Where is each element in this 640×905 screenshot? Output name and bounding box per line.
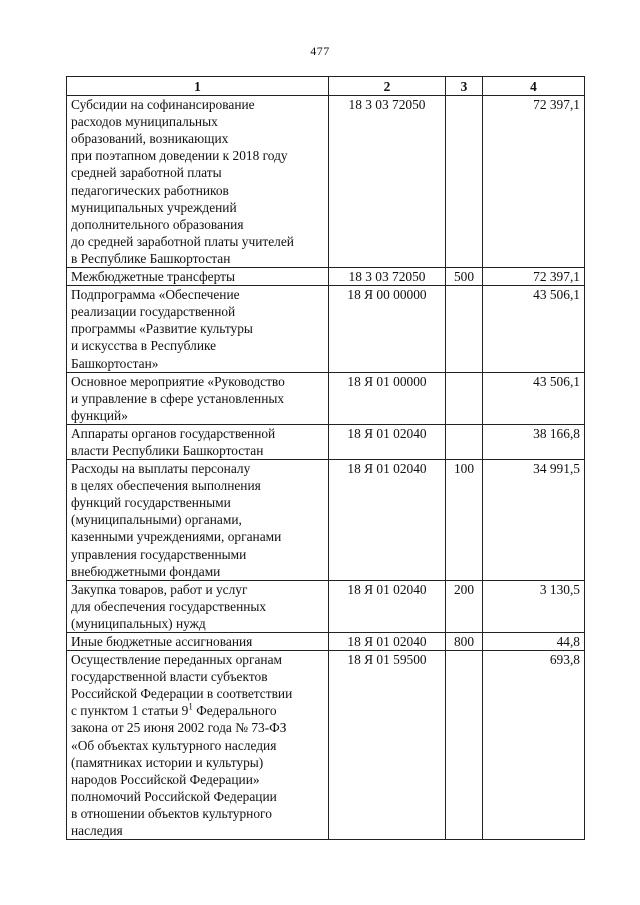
row-amount: 693,8 (483, 651, 585, 840)
row-target-code: 18 3 03 72050 (329, 268, 446, 286)
row-expense-type (446, 424, 483, 459)
row-target-code: 18 Я 01 02040 (329, 633, 446, 651)
row-description: Иные бюджетные ассигнования (67, 633, 329, 651)
row-description: Межбюджетные трансферты (67, 268, 329, 286)
row-target-code: 18 3 03 72050 (329, 96, 446, 268)
row-description: Закупка товаров, работ и услуг для обеспечения государственных (муниципальных) нужд (67, 580, 329, 632)
row-expense-type (446, 286, 483, 372)
article-superscript: 1 (188, 701, 193, 712)
row-amount: 3 130,5 (483, 580, 585, 632)
row-description: Основное мероприятие «Руководство и управление в сфере установленных функций» (67, 372, 329, 424)
row-expense-type: 800 (446, 633, 483, 651)
table-row (67, 96, 585, 268)
row-description (67, 651, 329, 840)
table-body (67, 96, 585, 840)
row-description-part2: Федерального закона от 25 июня 2002 года № 73-ФЗ «Об объектах культурного наследия (памятниках истории и культуры) народов Российской Федерации» полномочий Российской Федерации в отношении объектов культурного наследия (71, 703, 287, 839)
column-number-row (67, 77, 585, 96)
row-target-code: 18 Я 01 02040 (329, 460, 446, 581)
row-expense-type (446, 372, 483, 424)
row-description: Субсидии на софинансирование расходов муниципальных образований, возникающих при поэтапном доведении к 2018 году средней заработной платы педагогических работников муниципальных учреждений дополнительного образования до средней заработной платы учителей в Республике Башкортостан (67, 96, 329, 268)
budget-table (66, 76, 585, 840)
row-expense-type (446, 651, 483, 840)
row-expense-type: 200 (446, 580, 483, 632)
page-number: 477 (310, 44, 330, 58)
row-description: Расходы на выплаты персоналу в целях обеспечения выполнения функций государственными (муниципальными) органами, казенными учреждениями, органами управления государственными внебюджетными фондами (67, 460, 329, 581)
column-2-header: 2 (329, 77, 446, 96)
table-row (67, 633, 585, 651)
table-row (67, 580, 585, 632)
table-row (67, 268, 585, 286)
row-target-code: 18 Я 01 02040 (329, 424, 446, 459)
column-1-header: 1 (67, 77, 329, 96)
column-3-header: 3 (446, 77, 483, 96)
row-target-code: 18 Я 01 59500 (329, 651, 446, 840)
row-expense-type: 100 (446, 460, 483, 581)
row-target-code: 18 Я 00 00000 (329, 286, 446, 372)
table-row (67, 424, 585, 459)
row-description-part1: Осуществление переданных органам государственной власти субъектов Российской Федерации в соответствии с пунктом 1 статьи 9 (71, 652, 293, 719)
row-amount: 34 991,5 (483, 460, 585, 581)
row-expense-type: 500 (446, 268, 483, 286)
row-amount: 43 506,1 (483, 286, 585, 372)
row-description: Аппараты органов государственной власти Республики Башкортостан (67, 424, 329, 459)
table-row (67, 460, 585, 581)
row-amount: 72 397,1 (483, 268, 585, 286)
table-row (67, 651, 585, 840)
table-row (67, 372, 585, 424)
row-description: Подпрограмма «Обеспечение реализации государственной программы «Развитие культуры и искусства в Республике Башкортостан» (67, 286, 329, 372)
row-expense-type (446, 96, 483, 268)
row-target-code: 18 Я 01 00000 (329, 372, 446, 424)
table-row (67, 286, 585, 372)
row-target-code: 18 Я 01 02040 (329, 580, 446, 632)
row-amount: 72 397,1 (483, 96, 585, 268)
row-amount: 44,8 (483, 633, 585, 651)
column-4-header: 4 (483, 77, 585, 96)
row-amount: 43 506,1 (483, 372, 585, 424)
row-amount: 38 166,8 (483, 424, 585, 459)
